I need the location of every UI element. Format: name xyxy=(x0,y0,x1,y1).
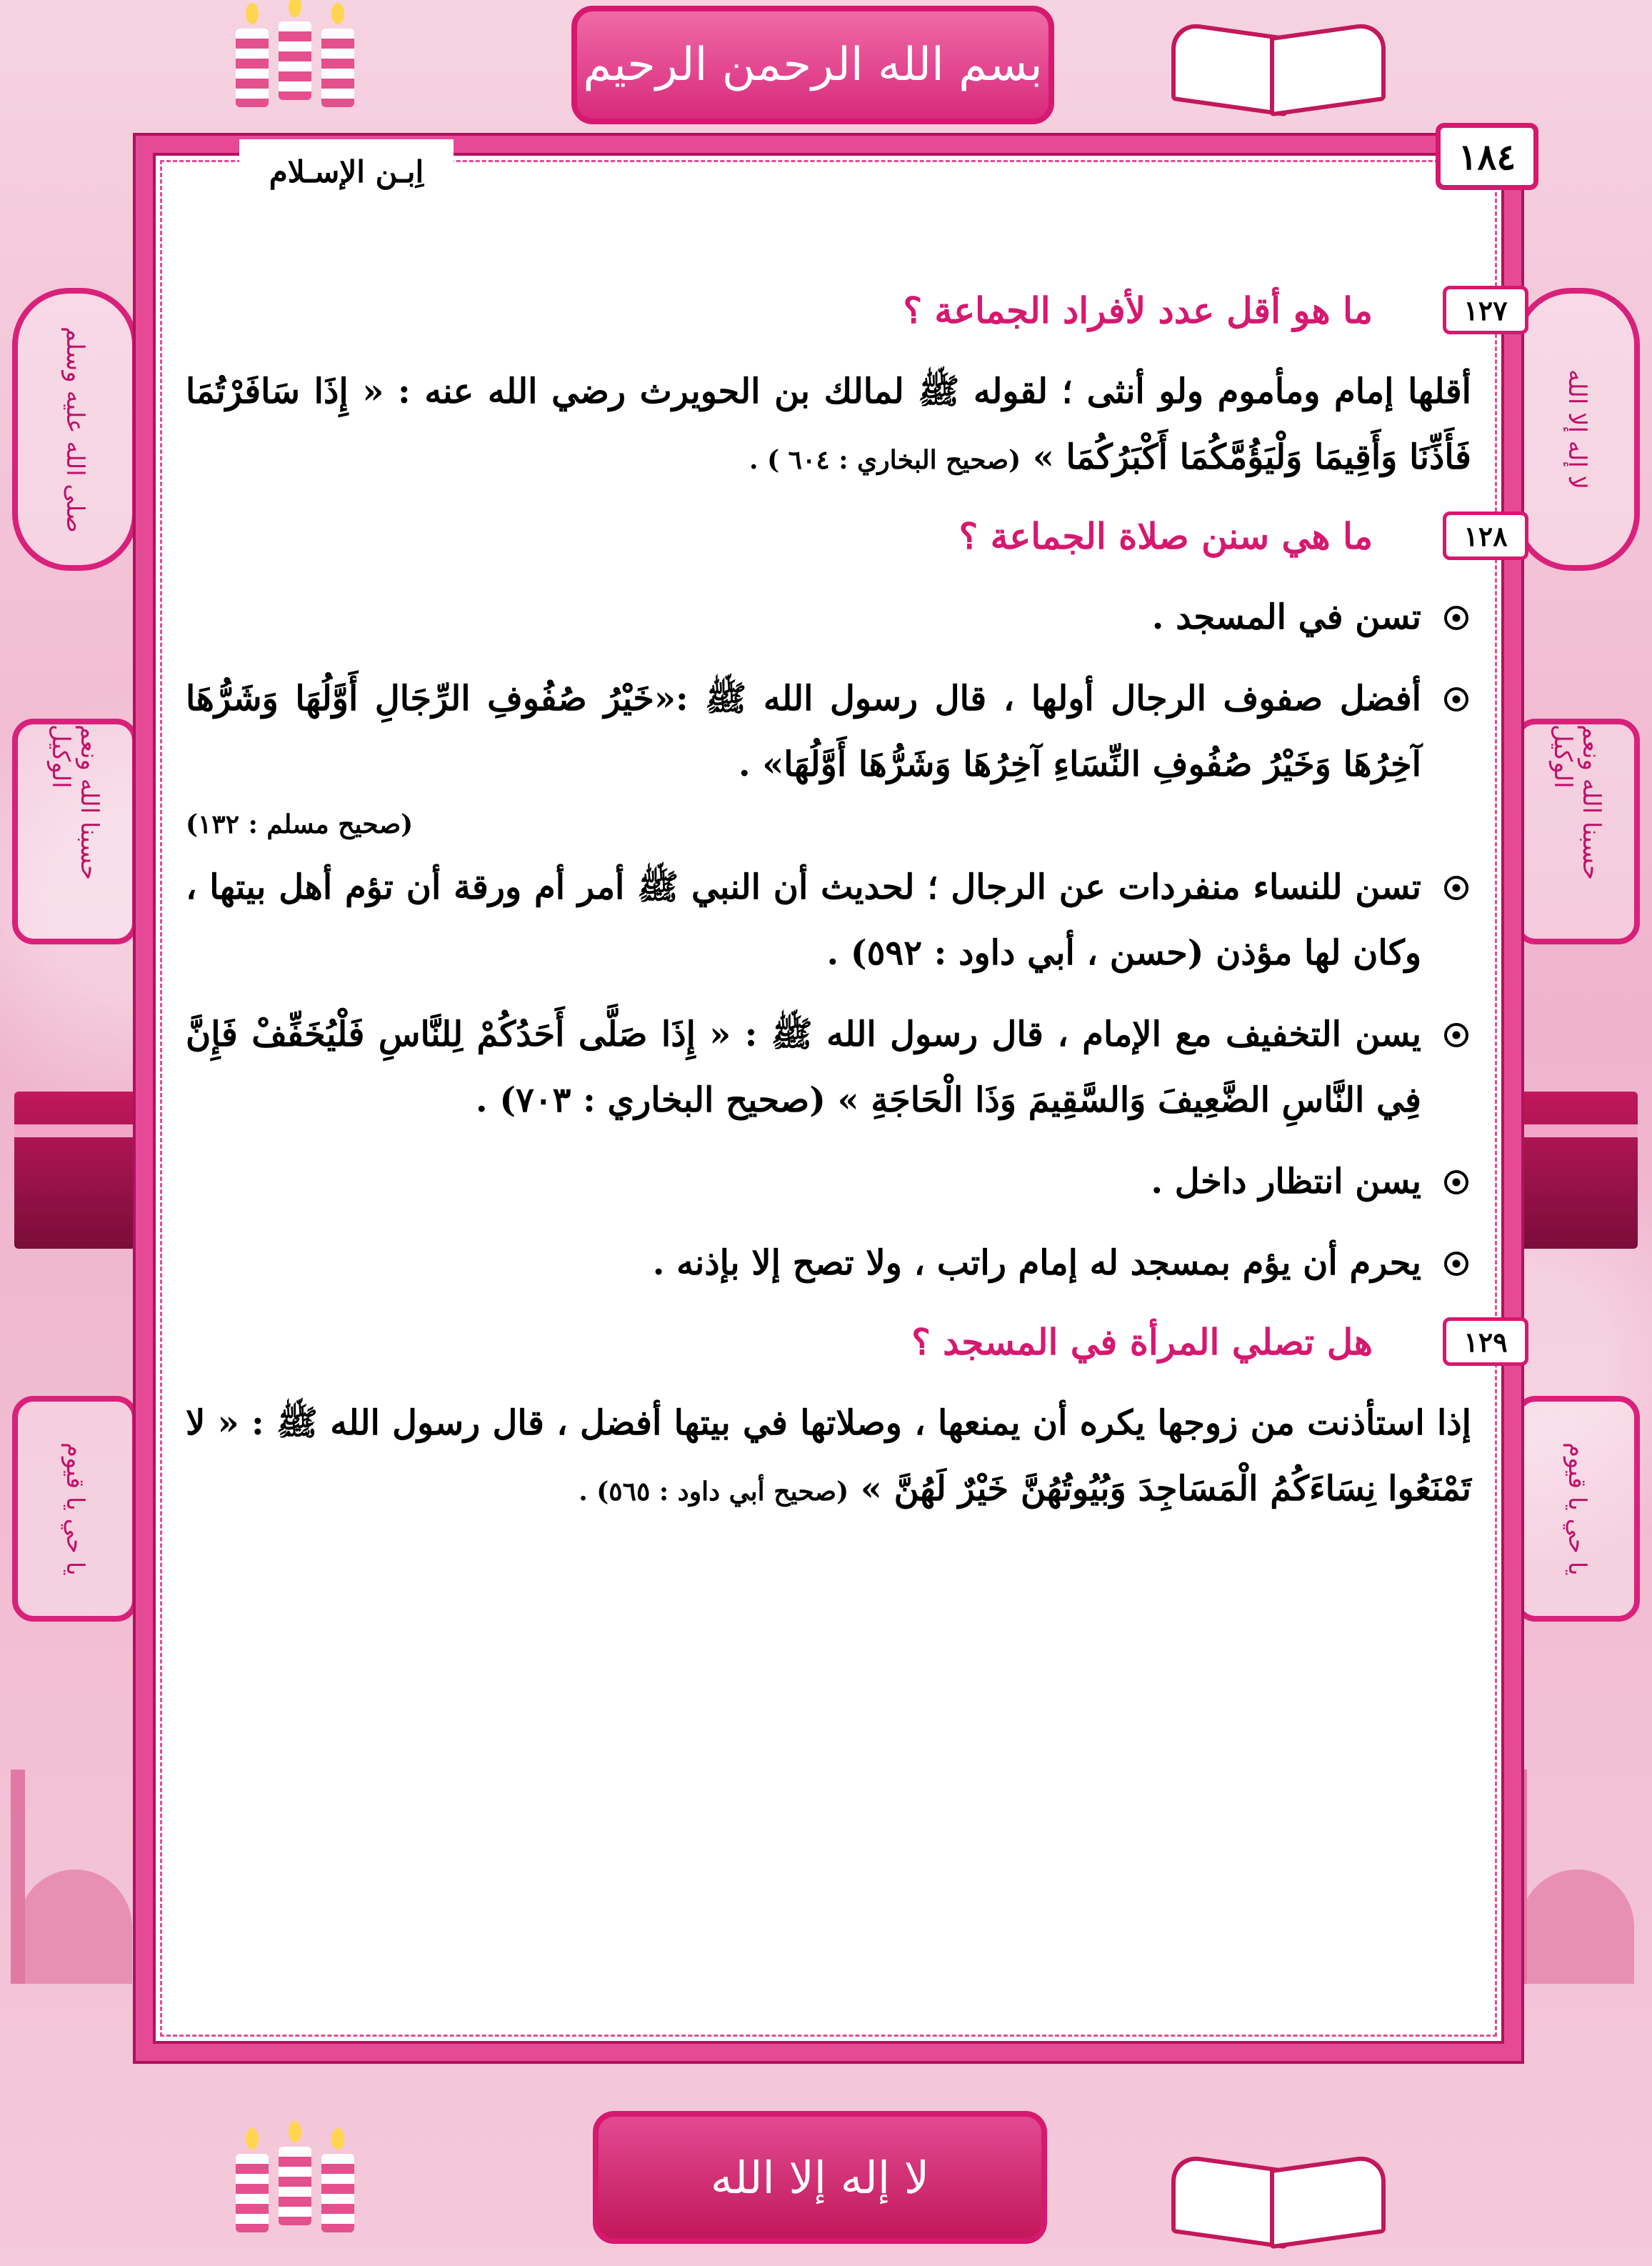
candle-icon xyxy=(279,21,311,100)
question-128 xyxy=(186,511,1508,560)
list-item: تسن للنساء منفردات عن الرجال ؛ لحديث أن النبي ﷺ أمر أم ورقة أن تؤم أهل بيتها ، وكان لها مؤذن (حسن ، أبي داود : ٥٩٢) . xyxy=(186,854,1471,986)
candle-icon xyxy=(321,2154,354,2232)
left-calligraphy: حسبنا الله ونعم الوكيل xyxy=(12,719,138,944)
right-calligraphy: حسبنا الله ونعم الوكيل xyxy=(1514,719,1640,944)
answer-paragraph xyxy=(186,1390,1471,1524)
hadith-reference: (صحيح البخاري : ٦٠٤ ) . xyxy=(749,445,1021,475)
hadith-reference: (صحيح أبي داود : ٥٦٥) . xyxy=(579,1477,849,1507)
left-medallion: صلى الله عليه وسلم xyxy=(12,288,138,571)
tawhid-banner: لا إله إلا الله xyxy=(593,2111,1047,2244)
question-text: ما هي سنن صلاة الجماعة ؟ xyxy=(958,514,1373,557)
candle-icon xyxy=(279,2147,311,2225)
bottom-decoration xyxy=(0,2061,1652,2266)
question-text: هل تصلي المرأة في المسجد ؟ xyxy=(911,1320,1373,1363)
kaaba-icon xyxy=(14,1092,136,1249)
open-book-icon xyxy=(1171,2147,1386,2232)
list-item: تسن في المسجد . xyxy=(186,584,1471,650)
question-text: ما هو أقل عدد لأفراد الجماعة ؟ xyxy=(903,289,1373,331)
question-number: ١٢٩ xyxy=(1443,1317,1528,1366)
mosque-dome-icon xyxy=(11,1770,139,1984)
list-item: أفضل صفوف الرجال أولها ، قال رسول الله ﷺ :«خَيْرُ صُفُوفِ الرِّجَالِ أَوَّلُهَا وَشَرُّهَا آخِرُهَا وَخَيْرُ صُفُوفِ النِّسَاءِ آخِرُهَا وَشَرُّهَا أَوَّلُهَا» . xyxy=(186,666,1471,797)
answer-paragraph xyxy=(186,359,1471,493)
candle-icon xyxy=(236,29,269,107)
list-item: يحرم أن يؤم بمسجد له إمام راتب ، ولا تصح إلا بإذنه . xyxy=(186,1230,1471,1296)
list-item: يسن التخفيف مع الإمام ، قال رسول الله ﷺ : « إِذَا صَلَّى أَحَدُكُمْ لِلنَّاسِ فَلْيُخَفِّفْ فَإِنَّ فِي النَّاسِ الضَّعِيفَ وَالسَّقِيمَ وَذَا الْحَاجَةِ » (صحيح البخاري : ٧٠٣) . xyxy=(186,1002,1471,1133)
answer-text: أقلها إمام ومأموم ولو أنثى ؛ لقوله ﷺ لمالك بن الحويرث رضي الله عنه : « إِذَا سَافَرْتُمَا فَأَذِّنَا وَأَقِيمَا وَلْيَؤُمَّكُمَا أَكْبَرُكُمَا » xyxy=(186,371,1471,477)
mosque-dome-icon xyxy=(1513,1770,1641,1984)
hadith-reference: (صحيح مسلم : ١٣٢) xyxy=(186,809,414,839)
candle-icon xyxy=(321,29,354,107)
left-side-art xyxy=(7,214,143,2057)
kaaba-icon xyxy=(1516,1092,1638,1249)
list-item: يسن انتظار داخل . xyxy=(186,1149,1471,1214)
page-number: ١٨٤ xyxy=(1436,123,1538,190)
question-number: ١٢٧ xyxy=(1443,286,1528,334)
question-number: ١٢٨ xyxy=(1443,511,1528,560)
open-book-icon xyxy=(1171,14,1386,100)
right-calligraphy-2: يا حي يا قيوم xyxy=(1514,1396,1640,1622)
sunnah-list-continued xyxy=(186,854,1471,1296)
answer-text: إذا استأذنت من زوجها يكره أن يمنعها ، وصلاتها في بيتها أفضل ، قال رسول الله ﷺ : « لا تَمْنَعُوا نِسَاءَكُمُ الْمَسَاجِدَ وَبُيُوتُهُنَّ خَيْرٌ لَهُنَّ » xyxy=(186,1403,1471,1509)
page-content xyxy=(186,286,1508,1543)
question-127 xyxy=(186,286,1508,334)
sunnah-list xyxy=(186,584,1471,797)
question-129 xyxy=(186,1317,1508,1366)
book-title: اِبـن الإسـلام xyxy=(239,139,454,204)
left-calligraphy-2: يا حي يا قيوم xyxy=(12,1396,138,1622)
top-decoration xyxy=(0,0,1652,129)
right-medallion: لا إله إلا الله xyxy=(1514,288,1640,571)
candle-icon xyxy=(236,2154,269,2232)
basmala-banner: بسم الله الرحمن الرحيم xyxy=(571,6,1054,124)
right-side-art xyxy=(1509,214,1645,2057)
